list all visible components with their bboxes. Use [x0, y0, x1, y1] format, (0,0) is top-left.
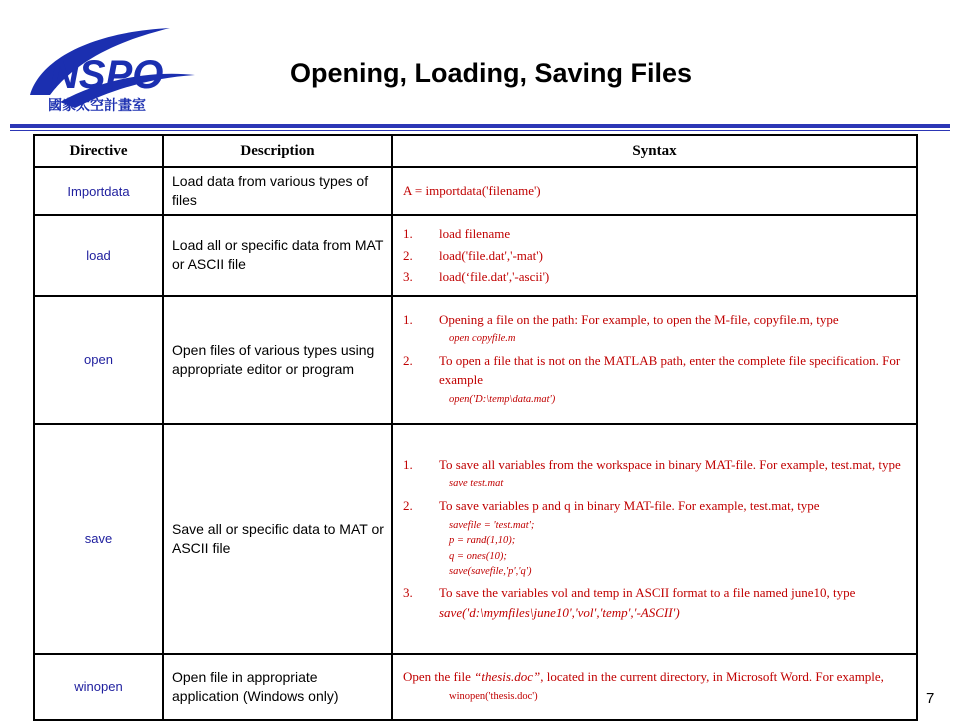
- syntax-item: [403, 310, 906, 330]
- syntax-item: [403, 351, 906, 390]
- item-number: 2.: [403, 247, 413, 263]
- code-line: save(savefile,'p','q'): [449, 566, 532, 578]
- directive-cell: Importdata: [34, 167, 163, 215]
- nspo-logo: [20, 20, 220, 120]
- code-example: open copyfile.m: [449, 333, 516, 345]
- page-title: Opening, Loading, Saving Files: [290, 58, 693, 88]
- description-cell: Save all or specific data to MAT or ASCII file: [163, 424, 392, 654]
- table-header-row: [34, 135, 917, 167]
- code-example: save test.mat: [449, 478, 504, 490]
- code-line: p = rand(1,10);: [449, 535, 516, 547]
- table-row: [34, 654, 917, 720]
- file-name: “thesis.doc”: [474, 669, 541, 685]
- header-directive: Directive: [34, 135, 163, 167]
- syntax-item: [403, 246, 906, 266]
- item-text: load(‘file.dat','-ascii'): [439, 269, 550, 284]
- table-row: [34, 296, 917, 424]
- directive-cell: load: [34, 215, 163, 296]
- header-divider-thin: [10, 130, 950, 131]
- code-example: open('D:\temp\data.mat'): [449, 393, 556, 405]
- item-text: To save variables p and q in binary MAT-file. For example, test.mat, type: [439, 498, 820, 514]
- syntax-cell: A = importdata('filename'): [392, 167, 917, 215]
- item-text: load('file.dat','-mat'): [439, 247, 543, 263]
- item-text: Opening a file on the path: For example, to open the M-file, copyfile.m, type: [439, 311, 839, 327]
- syntax-text-a: Open the file: [403, 669, 475, 685]
- description-cell: Open file in appropriate application (Windows only): [163, 654, 392, 720]
- syntax-item: [403, 496, 906, 516]
- syntax-cell: [392, 654, 917, 720]
- item-text: load filename: [439, 226, 511, 241]
- header-divider-thick: [10, 124, 950, 128]
- syntax-item: [403, 224, 906, 244]
- nspo-wordmark: NSPO: [50, 53, 164, 97]
- code-example: winopen('thesis.doc'): [449, 690, 538, 702]
- item-number: 1.: [403, 456, 413, 472]
- directive-cell: open: [34, 296, 163, 424]
- table-row: [34, 424, 917, 654]
- item-number: 2.: [403, 498, 413, 514]
- syntax-cell: [392, 215, 917, 296]
- syntax-text: [403, 667, 906, 687]
- item-text: To open a file that is not on the MATLAB path, enter the complete file specification. For example: [439, 352, 901, 388]
- header-syntax: Syntax: [392, 135, 917, 167]
- item-number: 2.: [403, 352, 413, 368]
- syntax-item: [403, 455, 906, 475]
- description-cell: Load data from various types of files: [163, 167, 392, 215]
- table-row: [34, 167, 917, 215]
- item-number: 1.: [403, 311, 413, 327]
- description-cell: Load all or specific data from MAT or ASCII file: [163, 215, 392, 296]
- syntax-item: [403, 583, 906, 622]
- table-row: [34, 215, 917, 296]
- item-number: 3.: [403, 269, 413, 284]
- header-description: Description: [163, 135, 392, 167]
- item-text: To save all variables from the workspace in binary MAT-file. For example, test.mat, type: [439, 456, 901, 472]
- code-line: savefile = 'test.mat';: [449, 519, 535, 531]
- nspo-chinese-name: 國家太空計畫室: [48, 98, 146, 114]
- inline-code: save('d:\mymfiles\june10','vol','temp','-ASCII'): [439, 604, 680, 620]
- item-number: 3.: [403, 585, 413, 601]
- page-number: 7: [926, 690, 935, 707]
- syntax-text-b: , located in the current directory, in Microsoft Word. For example,: [540, 669, 884, 685]
- syntax-cell: [392, 296, 917, 424]
- directive-cell: save: [34, 424, 163, 654]
- nspo-logo-graphic: [20, 20, 220, 120]
- syntax-cell: [392, 424, 917, 654]
- item-number: 1.: [403, 226, 413, 241]
- directives-table: [33, 134, 918, 721]
- directive-cell: winopen: [34, 654, 163, 720]
- item-text: [439, 583, 906, 622]
- description-cell: Open files of various types using appropriate editor or program: [163, 296, 392, 424]
- syntax-item: [403, 267, 906, 287]
- item-text-prose: To save the variables vol and temp in ASCII format to a file named june10, type: [439, 585, 856, 601]
- code-line: q = ones(10);: [449, 550, 507, 562]
